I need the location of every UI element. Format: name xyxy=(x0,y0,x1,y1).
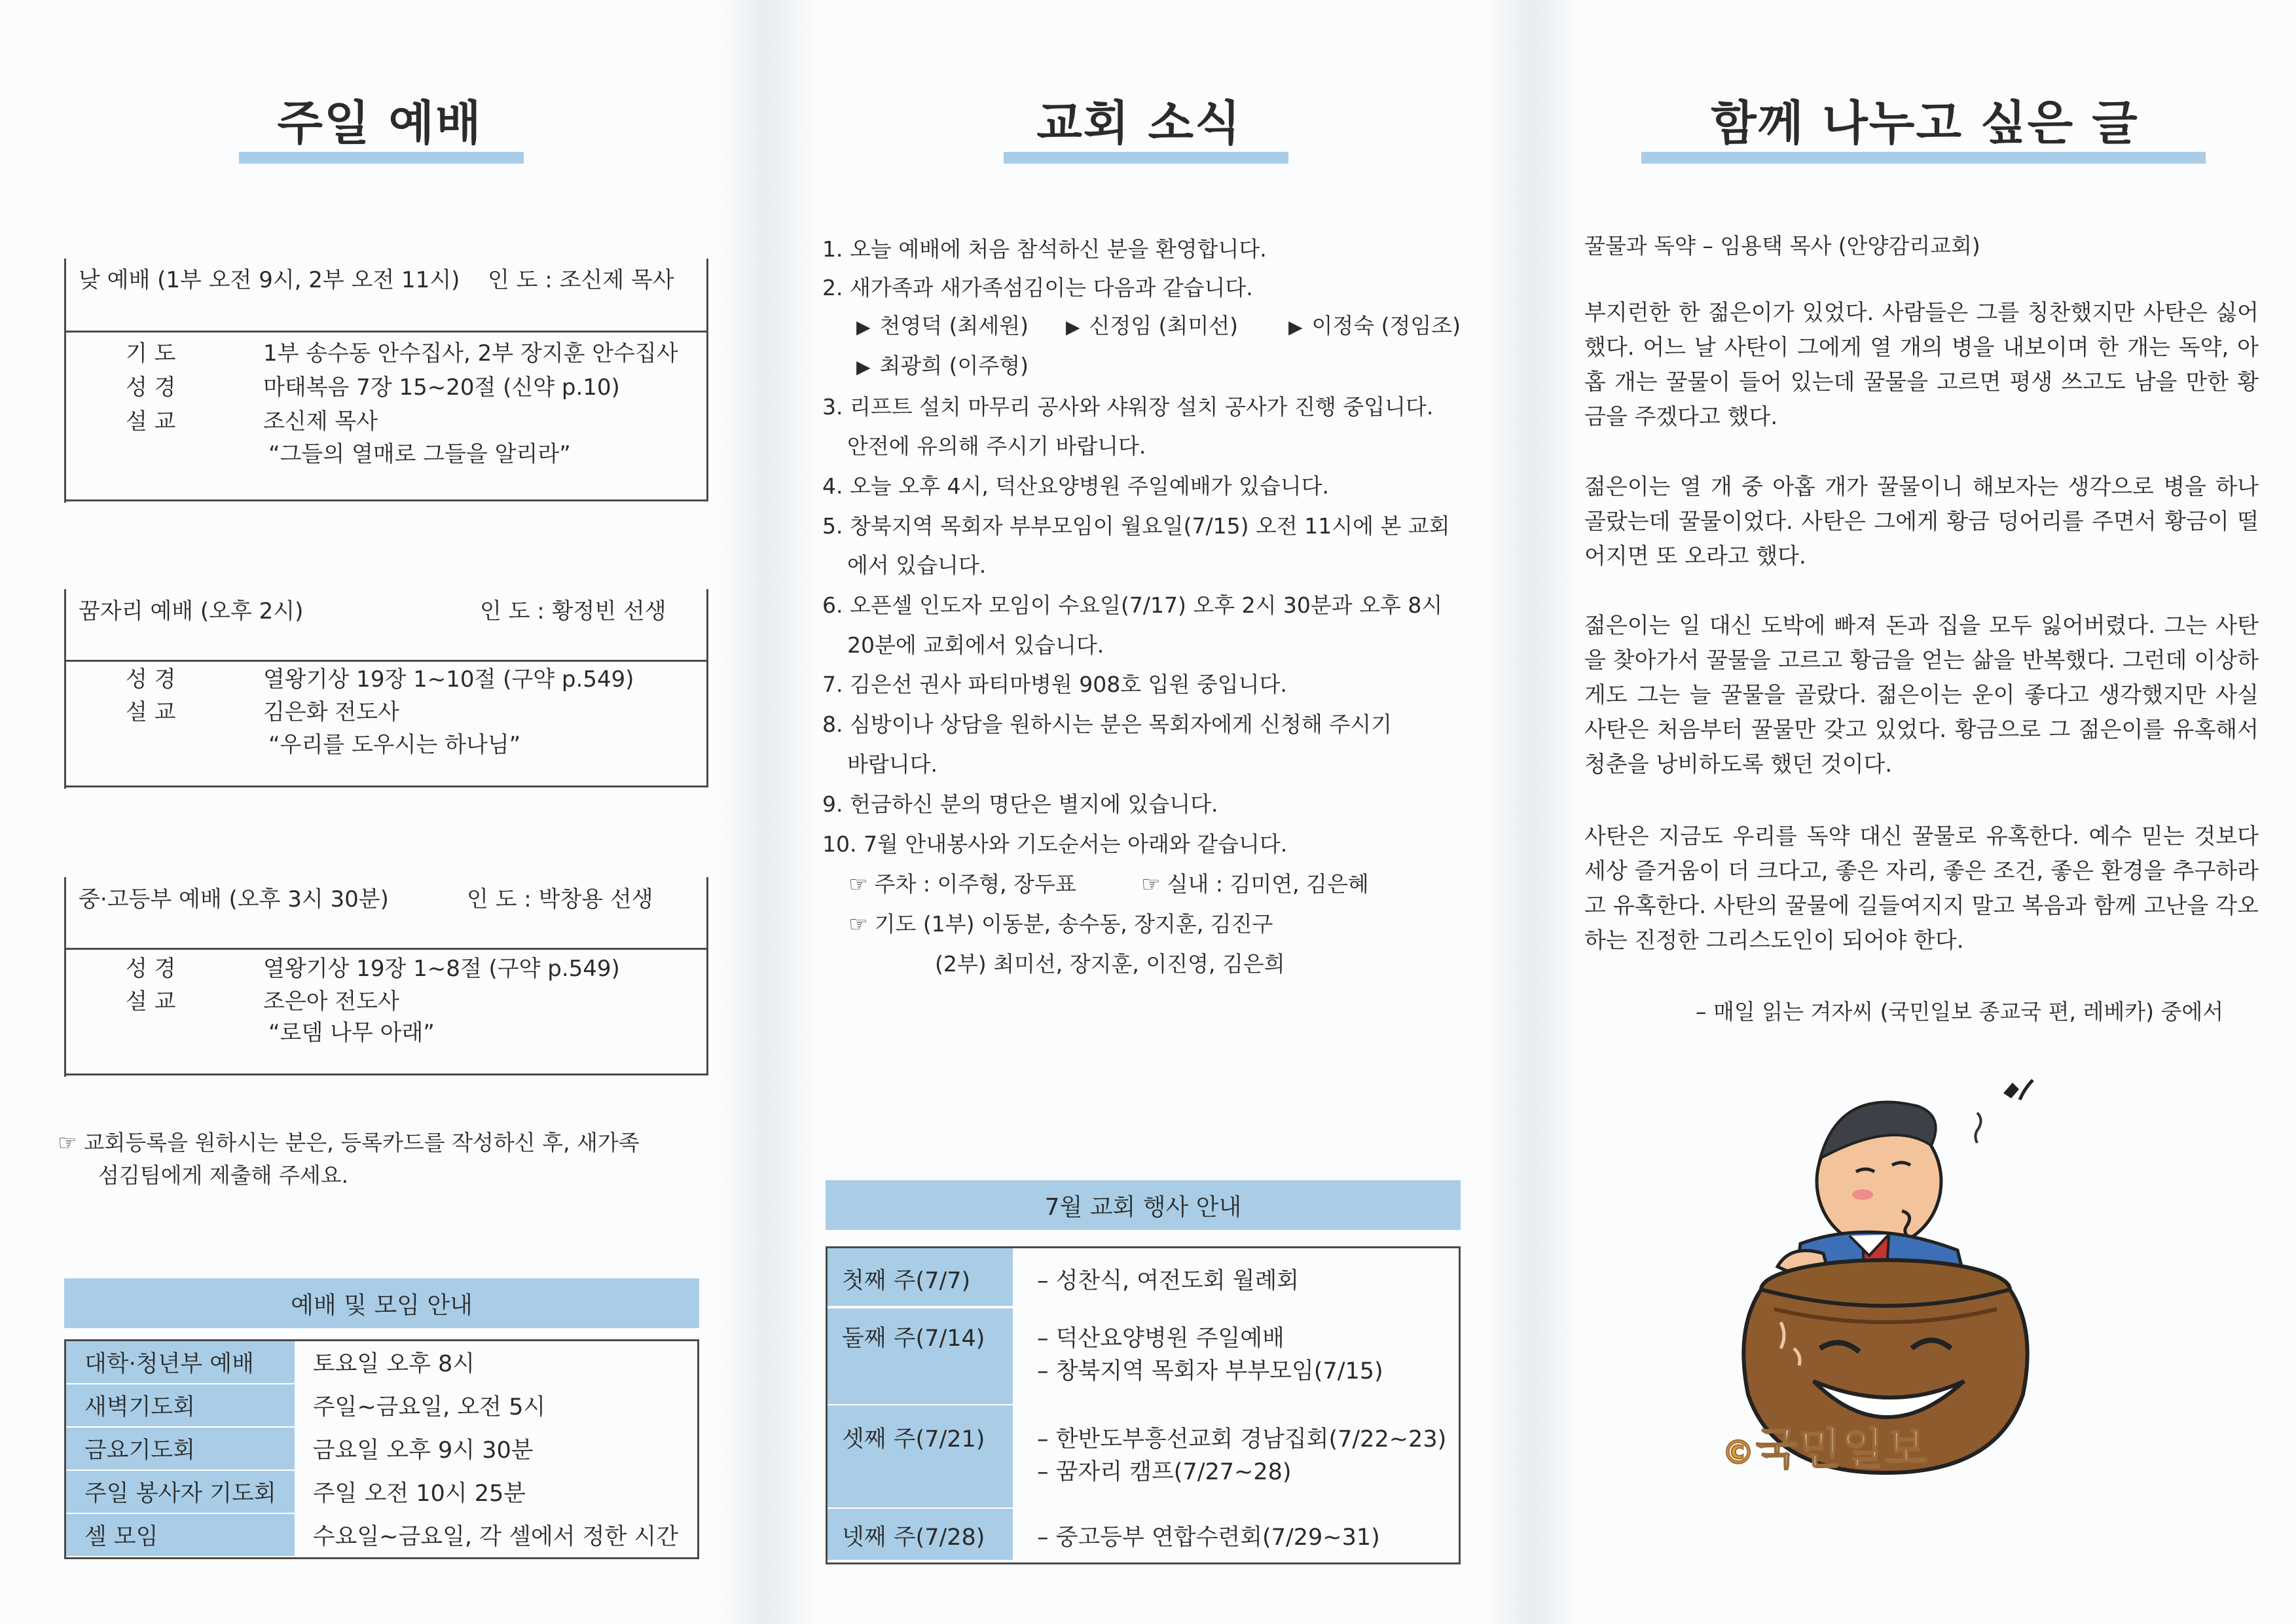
dream-sermon-preacher: 김은화 전도사 xyxy=(263,699,399,725)
news-line-6b: 20분에 교회에서 있습니다. xyxy=(847,632,1104,658)
schedule-label: 대학·청년부 예배 xyxy=(66,1341,295,1384)
new-family-name: 최광희 (이주형) xyxy=(879,353,1029,378)
news-line-6: 6. 오픈셀 인도자 모임이 수요일(7/17) 오후 2시 30분과 오후 8시 xyxy=(822,592,1443,618)
schedule-value: 주일~금요일, 오전 5시 xyxy=(295,1384,697,1427)
schedule-value: 주일 오전 10시 25분 xyxy=(295,1470,697,1513)
schedule-value: 수요일~금요일, 각 셀에서 정한 시간 xyxy=(295,1513,697,1557)
article-source: – 매일 읽는 겨자씨 (국민일보 종교국 편, 레베카) 중에서 xyxy=(1696,999,2224,1024)
new-family-3 xyxy=(1288,309,1461,340)
event-item: – 한반도부흥선교회 경남집회(7/22~23) xyxy=(1037,1426,1447,1453)
panel-sunday-worship xyxy=(0,0,766,1624)
kukmin-ilbo-logo xyxy=(1722,1414,1928,1476)
event-row xyxy=(828,1307,1459,1404)
schedule-row xyxy=(66,1341,697,1384)
new-family-name: 신정임 (최미선) xyxy=(1089,313,1239,338)
news-line-2: 2. 새가족과 새가족섬김이는 다음과 같습니다. xyxy=(822,275,1253,300)
usher-parking-text: 주차 : 이주형, 장두표 xyxy=(874,871,1076,897)
youth-scripture-label: 성 경 xyxy=(126,956,176,982)
schedule-label: 셀 모임 xyxy=(66,1513,295,1557)
schedule-row xyxy=(66,1427,697,1470)
article-title: 꿀물과 독약 – 임용택 목사 (안양감리교회) xyxy=(1584,233,1980,259)
events-header: 7월 교회 행사 안내 xyxy=(826,1180,1461,1230)
prayer-first-text: 기도 (1부) 이동분, 송수동, 장지훈, 김진구 xyxy=(874,911,1273,937)
event-item: – 중고등부 연합수련회(7/29~31) xyxy=(1037,1525,1380,1551)
event-week-label: 둘째 주(7/14) xyxy=(842,1326,985,1352)
heading-underline xyxy=(1641,152,2206,164)
schedule-label: 금요기도회 xyxy=(66,1427,295,1470)
heading-sunday-worship: 주일 예배 xyxy=(277,96,483,151)
dream-service-leader: 인 도 : 황정빈 선생 xyxy=(480,598,666,624)
dream-sermon-label: 설 교 xyxy=(126,699,176,725)
pointing-hand-icon: ☞ xyxy=(848,911,868,937)
news-line-8b: 바랍니다. xyxy=(847,751,938,777)
youth-service-leader: 인 도 : 박창용 선생 xyxy=(467,886,653,912)
day-scripture-label: 성 경 xyxy=(126,374,176,401)
dream-sermon-title: “우리를 도우시는 하나님” xyxy=(268,732,521,758)
schedule-row xyxy=(66,1384,697,1427)
heading-underline xyxy=(1004,152,1288,164)
article-paragraph-1: 부지런한 한 젊은이가 있었다. 사람들은 그를 칭찬했지만 사탄은 싫어했다. 어느 날 사탄이 그에게 열 개의 병을 내보이며 한 개는 독약, 아홉 개는 꿀물이 들어 있는데 꿀물을 고르면 평생 쓰고도 남을 만한 황금을 주겠다고 했다. xyxy=(1584,300,2259,430)
day-scripture-value: 마태복음 7장 15~20절 (신약 p.10) xyxy=(263,374,620,401)
event-item: – 꿈자리 캠프(7/27~28) xyxy=(1037,1459,1292,1485)
heading-underline xyxy=(239,152,524,164)
new-family-name: 이정숙 (정임조) xyxy=(1311,313,1461,338)
article-paragraph-4: 사탄은 지금도 우리를 독약 대신 꿀물로 유혹한다. 예수 믿는 것보다 세상 즐거움이 더 크다고, 좋은 자리, 좋은 조건, 좋은 환경을 추구하라고 유혹한다. 사탄의 꿀물에 길들여지지 말고 복음과 함께 고난을 각오하는 진정한 그리스도인이 되어야 한다. xyxy=(1584,823,2259,954)
event-week-label: 첫째 주(7/7) xyxy=(842,1268,971,1294)
new-family-name: 천영덕 (최세원) xyxy=(879,313,1029,338)
event-week-label: 넷째 주(7/28) xyxy=(842,1525,985,1551)
registration-note xyxy=(58,1126,640,1157)
youth-service-title: 중·고등부 예배 (오후 3시 30분) xyxy=(79,886,389,912)
schedule-value: 금요일 오후 9시 30분 xyxy=(295,1427,697,1470)
triangle-right-icon: ▶ xyxy=(856,316,871,338)
heading-church-news: 교회 소식 xyxy=(1036,96,1242,151)
dream-service-title: 꿈자리 예배 (오후 2시) xyxy=(79,598,304,624)
article-paragraph-2: 젊은이는 열 개 중 아홉 개가 꿀물이니 해보자는 생각으로 병을 하나 골랐는데 꿀물이었다. 사탄은 그에게 황금 덩어리를 주면서 황금이 떨어지면 또 오라고 했다. xyxy=(1584,474,2259,569)
prayer-first xyxy=(848,907,1273,938)
news-line-4: 4. 오늘 오후 4시, 덕산요양병원 주일예배가 있습니다. xyxy=(822,473,1329,499)
news-line-1: 1. 오늘 예배에 처음 참석하신 분을 환영합니다. xyxy=(822,236,1267,262)
youth-sermon-preacher: 조은아 전도사 xyxy=(263,988,399,1015)
news-line-5: 5. 창북지역 목회자 부부모임이 월요일(7/15) 오전 11시에 본 교회 xyxy=(822,513,1450,539)
event-week xyxy=(828,1509,1013,1560)
triangle-right-icon: ▶ xyxy=(1288,316,1303,338)
event-week-label: 셋째 주(7/21) xyxy=(842,1426,985,1453)
new-family-4 xyxy=(856,349,1029,380)
panel-shared-writing xyxy=(1532,0,2296,1624)
news-line-10: 10. 7월 안내봉사와 기도순서는 아래와 같습니다. xyxy=(822,831,1288,857)
logo-text: 국민일보 xyxy=(1756,1424,1929,1474)
youth-sermon-title: “로뎀 나무 아래” xyxy=(268,1020,435,1046)
news-line-9: 9. 헌금하신 분의 명단은 별지에 있습니다. xyxy=(822,791,1218,817)
panel-church-news xyxy=(766,0,1532,1624)
triangle-right-icon: ▶ xyxy=(1066,316,1080,338)
day-sermon-label: 설 교 xyxy=(126,408,176,435)
event-item: – 성찬식, 여전도회 월례회 xyxy=(1037,1268,1300,1294)
event-item: – 덕산요양병원 주일예배 xyxy=(1037,1326,1285,1352)
pointing-hand-icon: ☞ xyxy=(1141,871,1161,897)
pointing-hand-icon: ☞ xyxy=(848,871,868,897)
day-prayer-label: 기 도 xyxy=(126,340,176,367)
day-service-title: 낮 예배 (1부 오전 9시, 2부 오전 11시) xyxy=(79,267,460,293)
article-paragraph-3: 젊은이는 일 대신 도박에 빠져 돈과 집을 모두 잃어버렸다. 그는 사탄을 찾아가서 꿀물을 고르고 황금을 얻는 삶을 반복했다. 그런데 이상하게도 그는 늘 꿀물을 골랐다. 젊은이는 운이 좋다고 생각했지만 사실 사탄은 처음부터 꿀물만 갖고 있었다. 황금으로 그 젊은이를 유혹해서 청춘을 낭비하도록 했던 것이다. xyxy=(1584,613,2259,778)
dream-scripture-value: 열왕기상 19장 1~10절 (구약 p.549) xyxy=(263,666,634,693)
news-line-3: 3. 리프트 설치 마무리 공사와 샤워장 설치 공사가 진행 중입니다. xyxy=(822,394,1434,420)
day-prayer-value: 1부 송수동 안수집사, 2부 장지훈 안수집사 xyxy=(263,340,678,367)
news-line-5b: 에서 있습니다. xyxy=(847,552,987,578)
pointing-hand-icon: ☞ xyxy=(58,1130,77,1155)
news-line-7: 7. 김은선 권사 파티마병원 908호 입원 중입니다. xyxy=(822,672,1287,697)
event-week xyxy=(828,1405,1013,1507)
youth-sermon-label: 설 교 xyxy=(126,988,176,1015)
event-row xyxy=(828,1404,1459,1507)
event-week xyxy=(828,1308,1013,1404)
schedule-header: 예배 및 모임 안내 xyxy=(64,1278,699,1328)
heading-shared-writing: 함께 나누고 싶은 글 xyxy=(1711,96,2139,151)
day-sermon-title: “그들의 열매로 그들을 알리라” xyxy=(268,441,571,467)
schedule-value: 토요일 오후 8시 xyxy=(295,1341,697,1384)
schedule-label: 주일 봉사자 기도회 xyxy=(66,1470,295,1513)
registration-note-line2: 섬김팀에게 제출해 주세요. xyxy=(98,1163,349,1188)
schedule-table xyxy=(66,1341,697,1557)
usher-parking xyxy=(848,867,1076,898)
usher-indoor xyxy=(1141,867,1369,898)
news-line-3b: 안전에 유의해 주시기 바랍니다. xyxy=(847,433,1146,459)
news-line-8: 8. 심방이나 상담을 원하시는 분은 목회자에게 신청해 주시기 xyxy=(822,712,1392,737)
copyright-icon: © xyxy=(1722,1434,1756,1471)
new-family-2 xyxy=(1066,309,1238,340)
schedule-row xyxy=(66,1513,697,1557)
dream-scripture-label: 성 경 xyxy=(126,666,176,693)
usher-indoor-text: 실내 : 김미연, 김은혜 xyxy=(1167,871,1369,897)
events-table xyxy=(826,1246,1461,1564)
registration-note-line1: 교회등록을 원하시는 분은, 등록카드를 작성하신 후, 새가족 xyxy=(83,1130,640,1155)
youth-scripture-value: 열왕기상 19장 1~8절 (구약 p.549) xyxy=(263,956,620,982)
event-item: – 창북지역 목회자 부부모임(7/15) xyxy=(1037,1358,1383,1384)
prayer-second-text: (2부) 최미선, 장지훈, 이진영, 김은희 xyxy=(935,951,1285,977)
triangle-right-icon: ▶ xyxy=(856,356,871,378)
event-row xyxy=(828,1507,1459,1560)
schedule-label: 새벽기도회 xyxy=(66,1384,295,1427)
music-note-icon xyxy=(2003,1083,2019,1098)
day-sermon-preacher: 조신제 목사 xyxy=(263,408,378,435)
schedule-row xyxy=(66,1470,697,1513)
event-week xyxy=(828,1248,1013,1306)
new-family-1 xyxy=(856,309,1029,340)
day-service-leader: 인 도 : 조신제 목사 xyxy=(488,267,674,293)
event-row xyxy=(828,1248,1459,1306)
